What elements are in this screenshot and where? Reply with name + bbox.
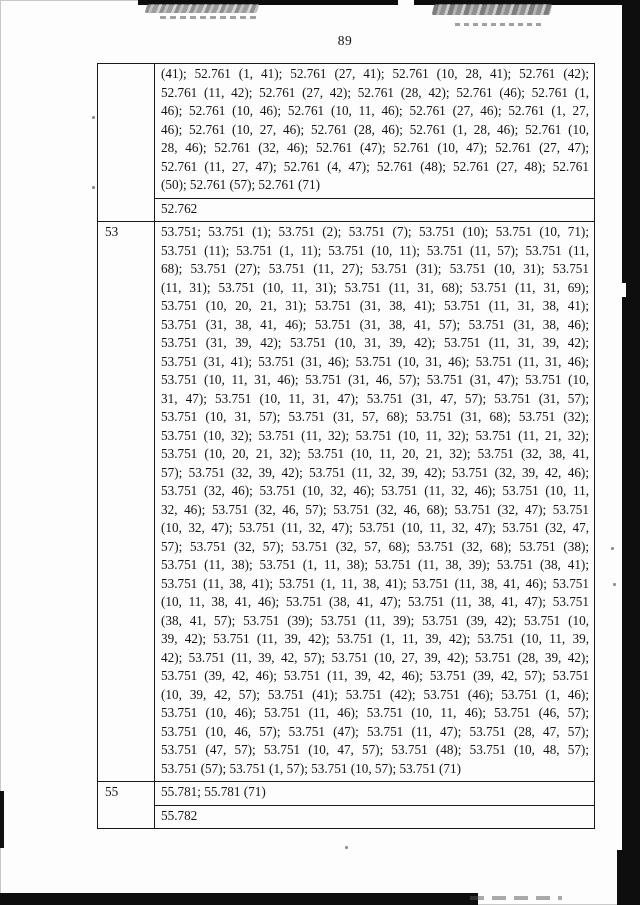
table-row bbox=[98, 64, 594, 198]
text-line: 53.751 (31, 39, 42); 53.751 (10, 31, 39, 42); 53.751 (11, 31, 39, 42); bbox=[161, 335, 589, 350]
row-key-cell bbox=[98, 805, 155, 829]
text-line: 31, 47); 53.751 (10, 11, 31, 47); 53.751 (31, 47, 57); 53.751 (31, 57); bbox=[161, 390, 589, 406]
text-line: 53.751 (11, 38, 41); 53.751 (1, 11, 38, 41); 53.751 (11, 38, 41, 46); 53.751 bbox=[161, 575, 589, 591]
text-line: 53.751 (31, 38, 41, 46); 53.751 (31, 38, 41, 57); 53.751 (31, 38, 46); bbox=[161, 316, 589, 332]
text-line: 53.751 (57); 53.751 (1, 57); 53.751 (10, 57); 53.751 (71) bbox=[161, 760, 461, 776]
row-value-cell bbox=[155, 64, 594, 198]
text-line: 32, 46); 53.751 (32, 46, 57); 53.751 (32, 46, 68); 53.751 (32, 47); 53.751 bbox=[161, 501, 589, 517]
text-line: (10, 11, 38, 41, 46); 53.751 (38, 41, 47); 53.751 (11, 38, 41, 47); 53.751 bbox=[161, 594, 589, 609]
text-line: 42); 53.751 (11, 39, 42, 57); 53.751 (10, 27, 39, 42); 53.751 (28, 39, 42); bbox=[161, 649, 589, 665]
text-line: 52.762 bbox=[161, 200, 198, 216]
scan-speck bbox=[92, 116, 95, 119]
scan-speck bbox=[613, 583, 616, 586]
text-line: 46); 52.761 (10, 46); 52.761 (10, 11, 46); 52.761 (27, 46); 52.761 (1, 27, bbox=[161, 103, 589, 118]
text-line: 53.751 (39, 42, 46); 53.751 (11, 39, 42, 46); 53.751 (39, 42, 57); 53.751 bbox=[161, 668, 589, 683]
row-value-cell bbox=[155, 805, 594, 829]
table-row bbox=[98, 198, 594, 222]
text-line: 39, 42); 53.751 (11, 39, 42); 53.751 (1, 11, 39, 42); 53.751 (10, 11, 39, bbox=[161, 631, 589, 646]
row-value-cell bbox=[155, 782, 594, 805]
text-line: 53.751 (10, 32); 53.751 (11, 32); 53.751 (10, 11, 32); 53.751 (11, 21, 32); bbox=[161, 427, 589, 443]
scan-edge-right-widen bbox=[617, 850, 624, 905]
text-line: 53.751 (32, 46); 53.751 (10, 32, 46); 53.751 (11, 32, 46); 53.751 (10, 11, bbox=[161, 483, 589, 498]
scan-edge-top-gap bbox=[398, 0, 414, 5]
row-key-cell bbox=[98, 198, 155, 222]
row-value-cell bbox=[155, 198, 594, 222]
row-value-cell bbox=[155, 222, 594, 781]
text-line: 52.761 (11, 27, 47); 52.761 (4, 47); 52.761 (48); 52.761 (27, 48); 52.761 bbox=[161, 158, 589, 174]
scan-speck bbox=[92, 186, 95, 189]
scan-smudge-top-left-dashes bbox=[160, 16, 256, 19]
text-line: 57); 53.751 (32, 39, 42); 53.751 (11, 32, 39, 42); 53.751 (32, 39, 42, 46); bbox=[161, 464, 589, 480]
scan-edge-right-notch bbox=[622, 283, 626, 297]
text-line: (10, 32, 47); 53.751 (11, 32, 47); 53.751 (10, 11, 32, 47); 53.751 (32, 47, bbox=[161, 520, 589, 535]
text-line: (38, 41, 57); 53.751 (39); 53.751 (11, 39); 53.751 (39, 42); 53.751 (10, bbox=[161, 612, 589, 628]
page-number: 89 bbox=[337, 33, 353, 48]
text-line: 55.781; 55.781 (71) bbox=[161, 784, 266, 799]
scan-speck bbox=[611, 547, 614, 550]
classification-table bbox=[97, 63, 595, 829]
text-line: 53.751 (10, 20, 21, 31); 53.751 (31, 38, 41); 53.751 (11, 31, 38, 41); bbox=[161, 298, 589, 313]
row-key-cell: 55 bbox=[98, 782, 155, 805]
scan-smudge-top-left bbox=[145, 4, 260, 13]
text-line: 53.751 (10, 46, 57); 53.751 (47); 53.751 (11, 47); 53.751 (28, 47, 57); bbox=[161, 723, 589, 739]
text-line: (11, 31); 53.751 (10, 11, 31); 53.751 (11, 31, 68); 53.751 (11, 31, 69); bbox=[161, 279, 589, 295]
table-body bbox=[98, 64, 594, 828]
scan-edge-bottom-bar bbox=[0, 893, 478, 905]
text-line: 46); 52.761 (10, 27, 46); 52.761 (28, 46); 52.761 (1, 28, 46); 52.761 (10, bbox=[161, 121, 589, 137]
scan-edge-bottom-taper bbox=[470, 896, 562, 900]
table-row bbox=[98, 221, 594, 781]
text-line: 57); 53.751 (32, 57); 53.751 (32, 57, 68); 53.751 (32, 68); 53.751 (38); bbox=[161, 538, 589, 554]
text-line: 68); 53.751 (27); 53.751 (11, 27); 53.751 (31); 53.751 (10, 31); 53.751 bbox=[161, 261, 589, 276]
scan-smudge-top-right bbox=[432, 4, 553, 15]
scan-edge-left-mark bbox=[0, 791, 4, 848]
text-line: (10, 39, 42, 57); 53.751 (41); 53.751 (42); 53.751 (46); 53.751 (1, 46); bbox=[161, 686, 589, 702]
text-line: 53.751 (47, 57); 53.751 (10, 47, 57); 53.751 (48); 53.751 (10, 48, 57); bbox=[161, 742, 589, 757]
scan-smudge-top-right-dashes bbox=[455, 23, 541, 26]
scan-edge-right-bar bbox=[622, 0, 640, 905]
text-line: 53.751 (31, 41); 53.751 (31, 46); 53.751 (10, 31, 46); 53.751 (11, 31, 46); bbox=[161, 353, 589, 369]
scan-speck bbox=[345, 846, 348, 849]
row-key-cell bbox=[98, 64, 155, 198]
table-row bbox=[98, 781, 594, 805]
text-line: 53.751 (11); 53.751 (1, 11); 53.751 (10, 11); 53.751 (11, 57); 53.751 (11, bbox=[161, 242, 589, 258]
text-line: 53.751 (10, 20, 21, 32); 53.751 (10, 11, 20, 21, 32); 53.751 (32, 38, 41, bbox=[161, 446, 589, 461]
text-line: (41); 52.761 (1, 41); 52.761 (27, 41); 52.761 (10, 28, 41); 52.761 (42); bbox=[161, 66, 589, 81]
text-line: 53.751 (10, 11, 31, 46); 53.751 (31, 46, 57); 53.751 (31, 47); 53.751 (10, bbox=[161, 372, 589, 387]
text-line: 53.751 (10, 46); 53.751 (11, 46); 53.751 (10, 11, 46); 53.751 (46, 57); bbox=[161, 705, 589, 720]
table-row bbox=[98, 805, 594, 829]
text-line: (50); 52.761 (57); 52.761 (71) bbox=[161, 177, 320, 192]
text-line: 53.751 (11, 38); 53.751 (1, 11, 38); 53.751 (11, 38, 39); 53.751 (38, 41); bbox=[161, 557, 589, 572]
text-line: 55.782 bbox=[161, 807, 198, 823]
text-line: 52.761 (11, 42); 52.761 (27, 42); 52.761 (28, 42); 52.761 (46); 52.761 (1, bbox=[161, 84, 589, 100]
text-line: 53.751 (10, 31, 57); 53.751 (31, 57, 68); 53.751 (31, 68); 53.751 (32); bbox=[161, 409, 589, 424]
text-line: 53.751; 53.751 (1); 53.751 (2); 53.751 (7); 53.751 (10); 53.751 (10, 71); bbox=[161, 224, 589, 239]
text-line: 28, 46); 52.761 (32, 46); 52.761 (47); 52.761 (10, 47); 52.761 (27, 47); bbox=[161, 140, 589, 155]
row-key-cell: 53 bbox=[98, 222, 155, 781]
